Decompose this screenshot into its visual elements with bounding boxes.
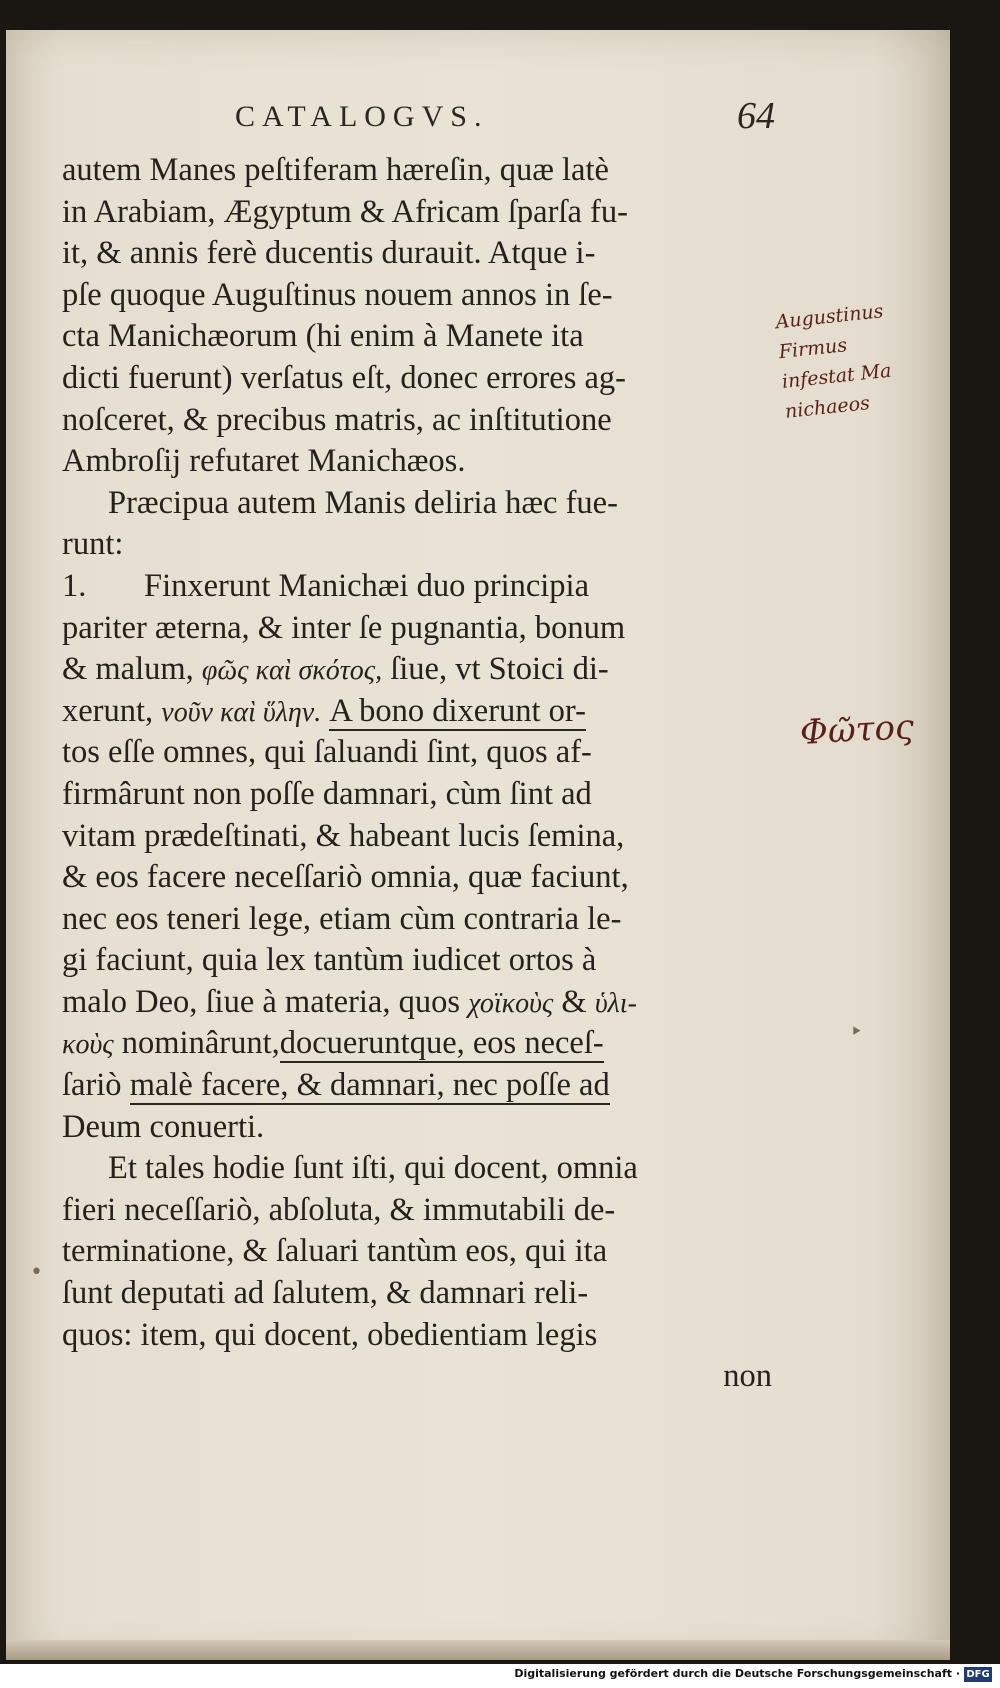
page-header bbox=[235, 95, 775, 140]
text-segment: malo Deo, ſiue à materia, quos bbox=[62, 983, 460, 1020]
text-line: fieri neceſſariò, abſoluta, & immutabili de- bbox=[62, 1191, 616, 1228]
underlined-text: malè facere, & damnari, nec poſſe ad bbox=[129, 1067, 610, 1104]
text-line: vitam prædeſtinati, & habeant lucis ſemina, bbox=[62, 817, 625, 854]
text-segment: & bbox=[561, 983, 587, 1020]
text-line: in Arabiam, Ægyptum & Africam ſparſa fu- bbox=[62, 193, 628, 230]
text-line bbox=[62, 691, 772, 733]
catchword: non bbox=[723, 1358, 772, 1395]
text-segment: ſariò bbox=[62, 1067, 122, 1104]
marginal-annotation: Φῶτος bbox=[799, 707, 915, 753]
text-line: quos: item, qui docent, obedientiam legis bbox=[62, 1316, 598, 1353]
marginal-annotation bbox=[774, 289, 961, 427]
text-line: Deum conuerti. bbox=[62, 1108, 265, 1145]
annotation-line: infestat Ma bbox=[780, 359, 893, 394]
text-line: dicti fuerunt) verſatus eſt, donec errores ag- bbox=[62, 359, 626, 396]
text-segment: nominârunt, bbox=[121, 1025, 280, 1062]
item-number: 1. bbox=[62, 567, 87, 604]
text-segment: Finxerunt Manichæi duo principia bbox=[144, 567, 590, 604]
text-line bbox=[62, 1065, 772, 1107]
text-segment: & malum, bbox=[62, 651, 194, 688]
text-segment: ſiue, vt Stoici di- bbox=[390, 651, 609, 688]
annotation-line: nichaeos bbox=[784, 392, 871, 423]
underlined-text: docueruntque, eos neceſ- bbox=[279, 1025, 604, 1062]
text-line: Præcipua autem Manis deliria hæc fue- bbox=[108, 484, 618, 521]
text-line: firmârunt non poſſe damnari, cùm ſint ad bbox=[62, 775, 592, 812]
footer bbox=[0, 1664, 1000, 1688]
text-line: it, & annis ferè ducentis durauit. Atque i- bbox=[62, 235, 596, 272]
text-line: pariter æterna, & inter ſe pugnantia, bonum bbox=[62, 609, 626, 646]
text-line: noſceret, & precibus matris, ac inſtitutione bbox=[62, 401, 612, 438]
main-text bbox=[62, 150, 772, 1398]
greek-word: κοὺς bbox=[62, 1029, 114, 1061]
text-line: ſunt deputati ad ſalutem, & damnari reli- bbox=[62, 1275, 589, 1312]
numbered-item-line bbox=[62, 566, 772, 608]
text-line: tos eſſe omnes, qui ſaluandi ſint, quos af- bbox=[62, 734, 592, 771]
running-head: CATALOGVS. bbox=[235, 100, 489, 133]
greek-word: χοϊκοὺς bbox=[468, 987, 554, 1019]
text-line: Ambroſij refutaret Manichæos. bbox=[62, 443, 466, 480]
text-line: nec eos teneri lege, etiam cùm contraria le- bbox=[62, 900, 622, 937]
page-edge bbox=[6, 1640, 950, 1660]
text-line bbox=[62, 1023, 772, 1065]
margin-dot: ‣ bbox=[850, 1020, 863, 1045]
text-line: terminatione, & ſaluari tantùm eos, qui ita bbox=[62, 1233, 608, 1270]
text-segment: xerunt, bbox=[62, 692, 154, 729]
page-number: 64 bbox=[737, 95, 775, 137]
footer-credit: Digitalisierung gefördert durch die Deutsche Forschungsgemeinschaft · bbox=[514, 1667, 960, 1680]
text-line: autem Manes peſtiferam hæreſin, quæ latè bbox=[62, 152, 609, 188]
greek-word: ὑλι- bbox=[594, 987, 637, 1019]
annotation-line: Augustinus Firmus bbox=[774, 300, 885, 364]
greek-phrase: φῶς καὶ σκότος, bbox=[201, 655, 383, 687]
margin-dot: • bbox=[30, 1260, 43, 1285]
dfg-logo: DFG bbox=[964, 1667, 992, 1682]
text-line: pſe quoque Auguſtinus nouem annos in ſe- bbox=[62, 276, 613, 313]
text-line bbox=[62, 649, 772, 691]
text-line: Et tales hodie ſunt iſti, qui docent, omnia bbox=[108, 1150, 638, 1187]
text-line bbox=[62, 982, 772, 1024]
text-line: runt: bbox=[62, 526, 124, 563]
text-line: cta Manichæorum (hi enim à Manete ita bbox=[62, 318, 584, 355]
text-line: gi faciunt, quia lex tantùm iudicet ortos à bbox=[62, 942, 597, 979]
greek-phrase: νοῦν καὶ ὕλην. bbox=[161, 696, 322, 728]
text-line: & eos facere neceſſariò omnia, quæ faciunt, bbox=[62, 859, 629, 896]
underlined-text: A bono dixerunt or- bbox=[329, 692, 586, 729]
